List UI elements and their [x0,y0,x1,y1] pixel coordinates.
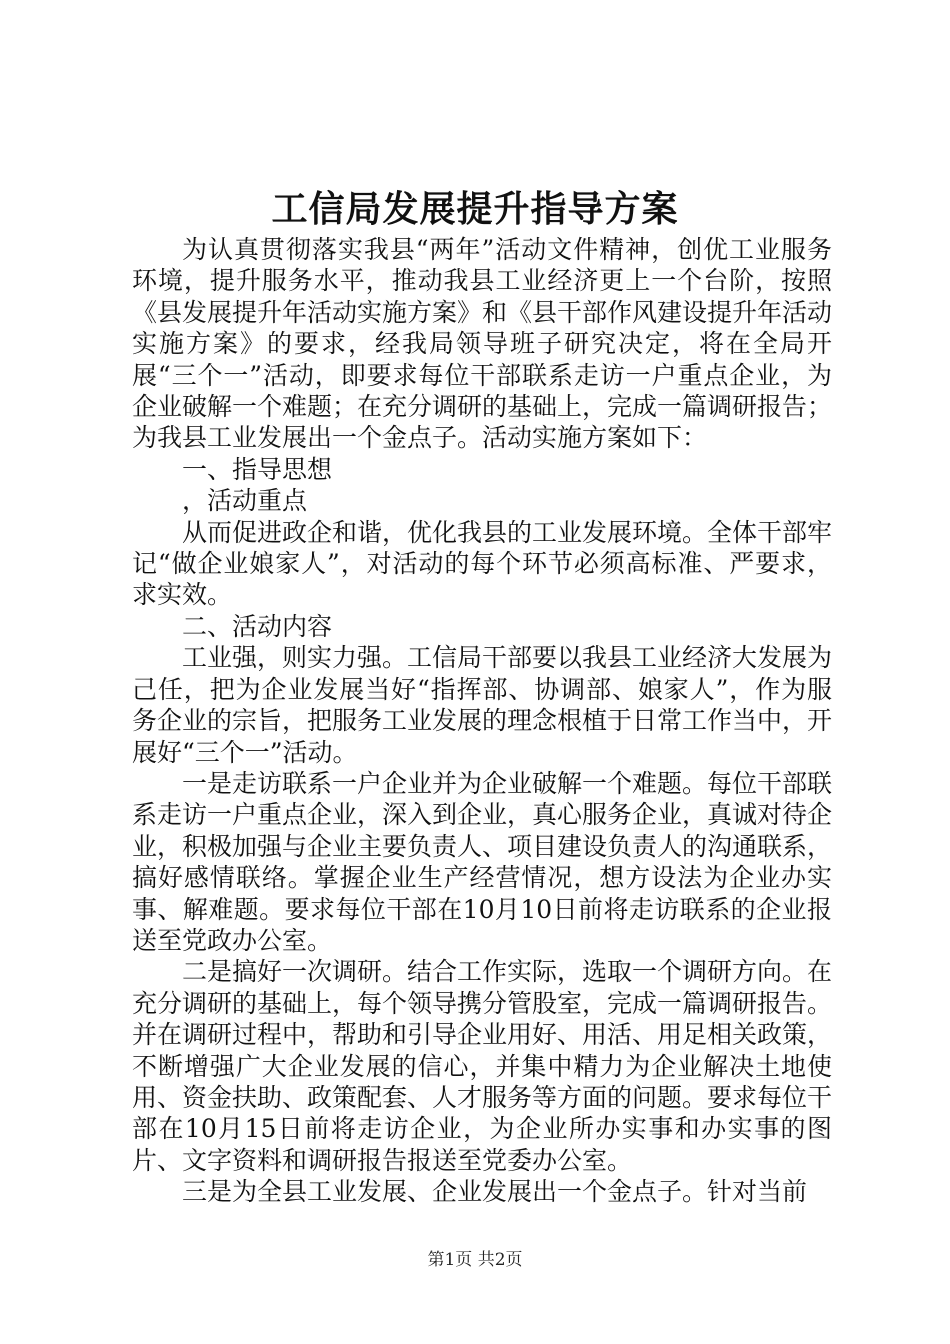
paragraph-item-three: 三是为全县工业发展、企业发展出一个金点子。针对当前 [182,1177,808,1207]
heading-guiding-ideology: 一、指导思想 [182,454,333,484]
paragraph-harmony: 从而促进政企和谐，优化我县的工业发展环境。全体干部牢记“做企业娘家人”，对活动的每个环节必须高标准、严要求，求实效。 [132,517,833,610]
paragraph-item-one: 一是走访联系一户企业并为企业破解一个难题。每位干部联系走访一户重点企业，深入到企业，真心服务企业，真诚对待企业，积极加强与企业主要负责人、项目建设负责人的沟通联系，搞好感情联络。掌握企业生产经营情况，想方设法为企业办实事、解难题。要求每位干部在10月10日前将走访联系的企业报送至党政办公室。 [132,768,833,955]
paragraph-item-two: 二是搞好一次调研。结合工作实际，选取一个调研方向。在充分调研的基础上，每个领导携分管股室，完成一篇调研报告。并在调研过程中，帮助和引导企业用好、用活、用足相关政策，不断增强广大企业发展的信心，并集中精力为企业解决土地使用、资金扶助、政策配套、人才服务等方面的问题。要求每位干部在10月15日前将走访企业，为企业所办实事和办实事的图片、文字资料和调研报告报送至党委办公室。 [132,957,833,1175]
heading-activity-content: 二、活动内容 [182,611,333,641]
paragraph-industry-strong: 工业强，则实力强。工信局干部要以我县工业经济大发展为己任，把为企业发展当好“指挥部、协调部、娘家人”，作为服务企业的宗旨，把服务工业发展的理念根植于日常工作当中，开展好“三个一”活动。 [132,643,833,767]
document-body [132,234,832,1208]
heading-activity-focus: ，活动重点 [182,486,308,516]
document-title: 工信局发展提升指导方案 [271,188,679,230]
page-number-footer: 第1页 共2页 [427,1250,523,1270]
paragraph-intro: 为认真贯彻落实我县“两年”活动文件精神，创优工业服务环境，提升服务水平，推动我县工业经济更上一个台阶，按照《县发展提升年活动实施方案》和《县干部作风建设提升年活动实施方案》的要求，经我局领导班子研究决定，将在全局开展“三个一”活动，即要求每位干部联系走访一户重点企业，为企业破解一个难题；在充分调研的基础上，完成一篇调研报告；为我县工业发展出一个金点子。活动实施方案如下： [132,235,833,453]
